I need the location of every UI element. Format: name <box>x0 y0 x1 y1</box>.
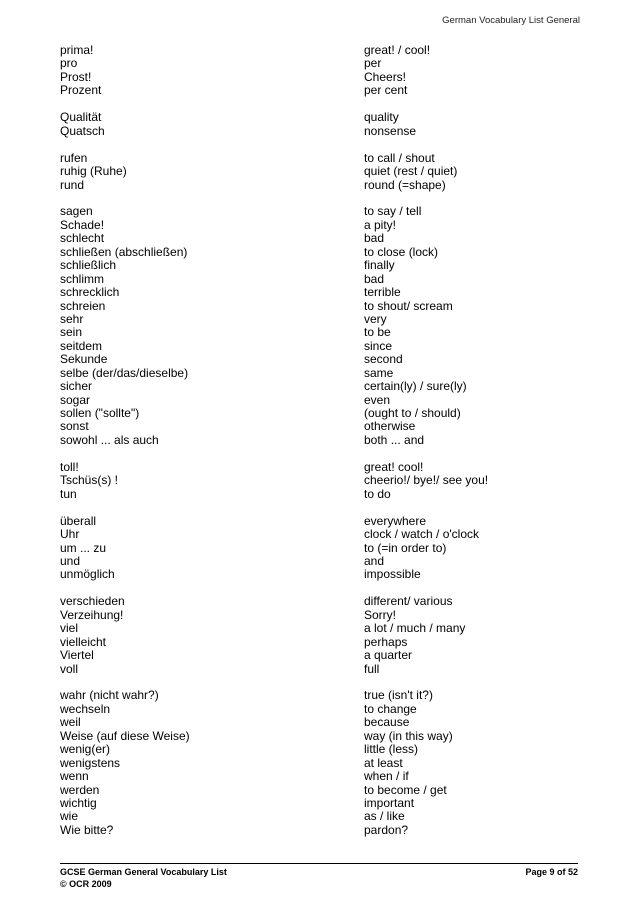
german-word: Viertel <box>60 648 94 663</box>
running-header: German Vocabulary List General <box>442 15 580 26</box>
german-word: Wie bitte? <box>60 822 114 837</box>
english-translation: quality <box>364 110 399 125</box>
german-word: Sekunde <box>60 352 108 367</box>
german-word: Prozent <box>60 83 102 98</box>
vocab-group <box>60 515 580 582</box>
german-word: schlecht <box>60 231 105 246</box>
vocab-row <box>60 84 580 97</box>
english-translation: to close (lock) <box>364 244 439 259</box>
english-translation: way (in this way) <box>364 728 453 743</box>
english-translation: to shout/ scream <box>364 298 453 313</box>
vocab-row <box>60 420 580 433</box>
vocab-row <box>60 568 580 581</box>
vocab-row <box>60 743 580 756</box>
german-word: selbe (der/das/dieselbe) <box>60 365 189 380</box>
german-word: sicher <box>60 379 93 394</box>
vocab-row <box>60 797 580 810</box>
english-translation: little (less) <box>364 742 419 757</box>
vocab-row <box>60 300 580 313</box>
german-word: wenig(er) <box>60 742 111 757</box>
english-translation: pardon? <box>364 822 409 837</box>
vocab-group <box>60 595 580 676</box>
vocab-row <box>60 165 580 178</box>
english-translation: bad <box>364 231 385 246</box>
footer-divider <box>60 863 578 864</box>
english-translation: to call / shout <box>364 150 435 165</box>
english-translation: to do <box>364 486 391 501</box>
english-translation: perhaps <box>364 634 408 649</box>
german-word: wenigstens <box>60 755 121 770</box>
vocab-row <box>60 703 580 716</box>
vocab-group <box>60 689 580 837</box>
german-word: Prost! <box>60 69 92 84</box>
english-translation: (ought to / should) <box>364 406 461 420</box>
vocab-row <box>60 407 580 420</box>
vocab-row <box>60 663 580 676</box>
vocab-row <box>60 367 580 380</box>
german-word: und <box>60 553 81 568</box>
english-translation: round (=shape) <box>364 177 446 192</box>
vocab-group <box>60 461 580 501</box>
german-word: voll <box>60 661 79 676</box>
german-word: rund <box>60 177 85 192</box>
vocab-row <box>60 57 580 70</box>
german-word: sogar <box>60 392 91 407</box>
english-translation: otherwise <box>364 419 416 434</box>
english-translation: per <box>364 56 382 71</box>
vocab-group <box>60 44 580 98</box>
german-word: rufen <box>60 150 88 165</box>
english-translation: even <box>364 392 391 407</box>
english-translation: important <box>364 795 415 810</box>
vocab-row <box>60 205 580 218</box>
english-translation: second <box>364 352 403 367</box>
german-word: wenn <box>60 769 89 784</box>
english-translation: because <box>364 715 410 730</box>
vocab-row <box>60 246 580 259</box>
german-word: werden <box>60 782 100 797</box>
german-word: schlimm <box>60 271 104 286</box>
vocab-row <box>60 730 580 743</box>
vocab-row <box>60 542 580 555</box>
german-word: um ... zu <box>60 540 107 555</box>
english-translation: to (=in order to) <box>364 540 447 555</box>
vocab-row <box>60 528 580 541</box>
german-word: seitdem <box>60 338 103 353</box>
german-word: sowohl ... als auch <box>60 432 159 447</box>
german-word: viel <box>60 621 79 636</box>
vocab-row <box>60 474 580 487</box>
vocab-group <box>60 111 580 138</box>
english-translation: to say / tell <box>364 204 422 219</box>
vocab-group <box>60 205 580 447</box>
vocab-row <box>60 232 580 245</box>
german-word: sein <box>60 325 83 340</box>
vocab-row <box>60 259 580 272</box>
vocab-row <box>60 340 580 353</box>
german-word: prima! <box>60 43 94 57</box>
english-translation: at least <box>364 755 403 770</box>
vocab-row <box>60 273 580 286</box>
vocab-row <box>60 380 580 393</box>
vocab-row <box>60 179 580 192</box>
english-translation: true (isn't it?) <box>364 688 433 703</box>
german-word: weil <box>60 715 81 730</box>
vocab-row <box>60 824 580 837</box>
german-word: schließlich <box>60 258 117 273</box>
english-translation: very <box>364 311 387 326</box>
german-word: sagen <box>60 204 93 219</box>
english-translation: a pity! <box>364 217 397 232</box>
english-translation: a quarter <box>364 648 413 663</box>
vocab-row <box>60 515 580 528</box>
german-word: tun <box>60 486 77 501</box>
english-translation: terrible <box>364 285 401 300</box>
german-word: toll! <box>60 459 79 474</box>
english-translation: certain(ly) / sure(ly) <box>364 379 467 394</box>
vocab-row <box>60 770 580 783</box>
vocab-row <box>60 353 580 366</box>
german-word: pro <box>60 56 78 71</box>
page-number: Page 9 of 52 <box>525 867 578 877</box>
german-word: wichtig <box>60 795 97 810</box>
english-translation: cheerio!/ bye!/ see you! <box>364 473 489 488</box>
english-translation: nonsense <box>364 123 417 138</box>
english-translation: to change <box>364 701 417 716</box>
english-translation: and <box>364 553 385 568</box>
english-translation: great! cool! <box>364 459 424 474</box>
vocab-row <box>60 461 580 474</box>
english-translation: different/ various <box>364 594 453 609</box>
german-word: schließen (abschließen) <box>60 244 188 259</box>
vocab-row <box>60 434 580 447</box>
german-word: überall <box>60 513 97 528</box>
vocab-row <box>60 326 580 339</box>
vocab-row <box>60 219 580 232</box>
german-word: Tschüs(s) ! <box>60 473 119 488</box>
german-word: vielleicht <box>60 634 107 649</box>
vocab-row <box>60 71 580 84</box>
english-translation: full <box>364 661 380 676</box>
english-translation: when / if <box>364 769 409 784</box>
english-translation: clock / watch / o'clock <box>364 527 479 542</box>
german-word: schreien <box>60 298 106 313</box>
vocab-row <box>60 125 580 138</box>
vocab-row <box>60 313 580 326</box>
english-translation: since <box>364 338 393 353</box>
vocab-row <box>60 636 580 649</box>
german-word: wahr (nicht wahr?) <box>60 688 159 703</box>
german-word: Verzeihung! <box>60 607 124 622</box>
english-translation: Sorry! <box>364 607 397 622</box>
page-footer <box>60 866 578 890</box>
vocab-row <box>60 757 580 770</box>
vocab-row <box>60 555 580 568</box>
german-word: unmöglich <box>60 567 115 582</box>
vocab-row <box>60 649 580 662</box>
english-translation: great! / cool! <box>364 43 431 57</box>
german-word: Quatsch <box>60 123 105 138</box>
english-translation: a lot / much / many <box>364 621 466 636</box>
german-word: Uhr <box>60 527 80 542</box>
vocab-row <box>60 394 580 407</box>
english-translation: both ... and <box>364 432 425 447</box>
vocab-row <box>60 609 580 622</box>
german-word: verschieden <box>60 594 125 609</box>
vocab-row <box>60 784 580 797</box>
german-word: Schade! <box>60 217 105 232</box>
german-word: schrecklich <box>60 285 120 300</box>
english-translation: Cheers! <box>364 69 407 84</box>
german-word: wechseln <box>60 701 111 716</box>
vocab-row <box>60 810 580 823</box>
vocabulary-list <box>60 44 580 851</box>
footer-copyright: © OCR 2009 <box>60 879 112 889</box>
german-word: Weise (auf diese Weise) <box>60 728 190 743</box>
english-translation: per cent <box>364 83 408 98</box>
english-translation: to become / get <box>364 782 447 797</box>
vocab-row <box>60 595 580 608</box>
vocab-row <box>60 111 580 124</box>
english-translation: as / like <box>364 809 405 824</box>
german-word: sonst <box>60 419 89 434</box>
footer-title: GCSE German General Vocabulary List <box>60 867 227 877</box>
vocab-row <box>60 44 580 57</box>
english-translation: quiet (rest / quiet) <box>364 164 458 179</box>
english-translation: same <box>364 365 394 380</box>
english-translation: impossible <box>364 567 421 582</box>
english-translation: finally <box>364 258 395 273</box>
vocab-row <box>60 488 580 501</box>
vocab-row <box>60 689 580 702</box>
english-translation: everywhere <box>364 513 427 528</box>
german-word: Qualität <box>60 110 102 125</box>
vocab-row <box>60 716 580 729</box>
vocab-group <box>60 152 580 192</box>
german-word: sehr <box>60 311 84 326</box>
vocab-row <box>60 622 580 635</box>
german-word: ruhig (Ruhe) <box>60 164 127 179</box>
vocab-row <box>60 286 580 299</box>
german-word: sollen ("sollte") <box>60 406 140 420</box>
vocab-row <box>60 152 580 165</box>
english-translation: bad <box>364 271 385 286</box>
german-word: wie <box>60 809 79 824</box>
english-translation: to be <box>364 325 391 340</box>
